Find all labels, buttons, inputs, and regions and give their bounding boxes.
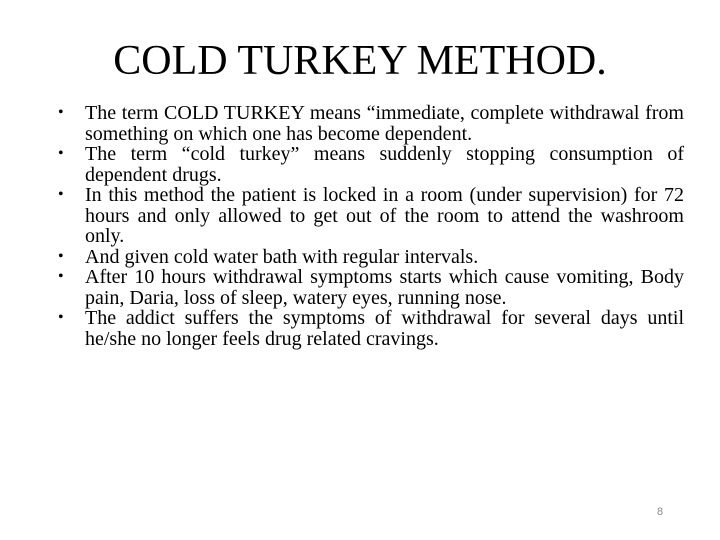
- bullet-marker: •: [58, 104, 64, 121]
- page-number: 8: [656, 506, 664, 518]
- bullet-item: [56, 185, 684, 247]
- bullet-text: And given cold water bath with regular intervals.: [85, 245, 479, 268]
- bullet-marker: •: [58, 145, 64, 162]
- bullet-item: [56, 144, 684, 185]
- bullet-item: [56, 247, 684, 268]
- bullet-marker: •: [58, 247, 64, 265]
- bullet-item: [56, 308, 684, 349]
- bullet-text: The term “cold turkey” means suddenly stopping consumption of dependent drugs.: [85, 143, 684, 186]
- bullet-text: In this method the patient is locked in a room (under supervision) for 72 hours and only allowed to get out of the room to attend the washroom only.: [85, 184, 684, 247]
- bullet-marker: •: [58, 309, 64, 326]
- bullet-text: The term COLD TURKEY means “immediate, complete withdrawal from something on which one has become dependent.: [85, 102, 684, 145]
- bullet-text: The addict suffers the symptoms of withdrawal for several days until he/she no longer feels drug related cravings.: [85, 307, 684, 350]
- bullet-text: After 10 hours withdrawal symptoms starts which cause vomiting, Body pain, Daria, loss of sleep, watery eyes, running nose.: [85, 266, 684, 309]
- bullet-marker: •: [58, 268, 64, 285]
- bullet-item: [56, 103, 684, 144]
- bullet-item: [56, 267, 684, 308]
- slide-title: COLD TURKEY METHOD.: [113, 38, 607, 84]
- bullet-list: [56, 103, 684, 349]
- bullet-marker: •: [58, 186, 64, 203]
